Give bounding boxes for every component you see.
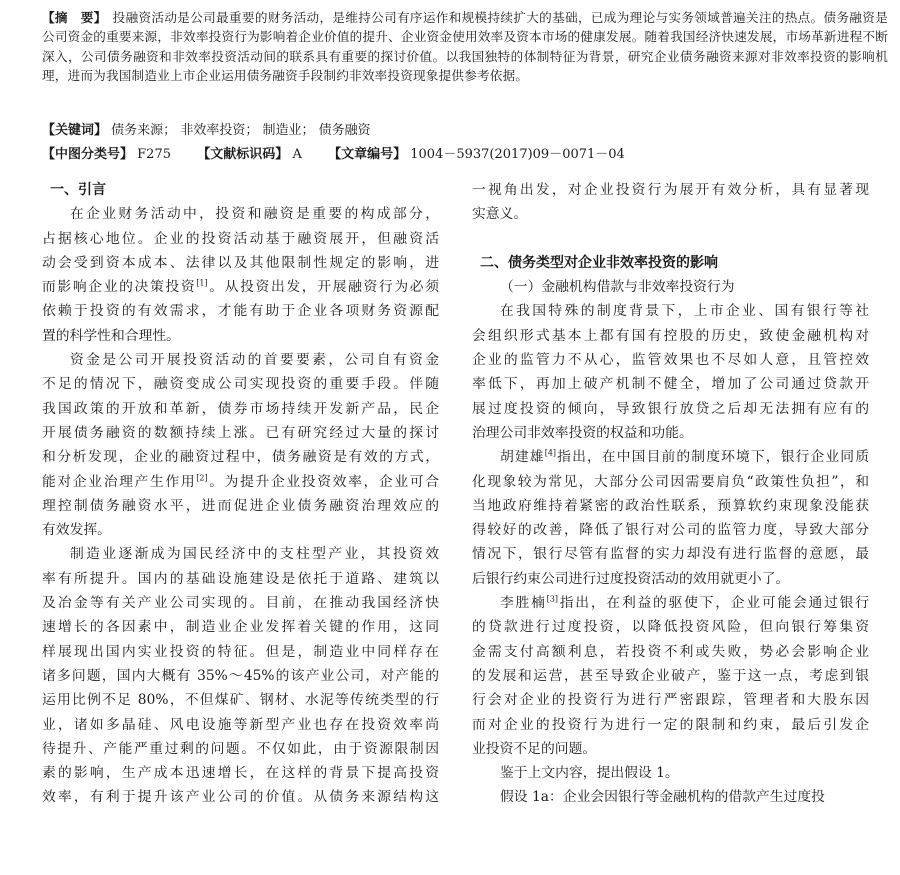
text-line: 有效发挥。 xyxy=(42,522,111,539)
text-line: 在企业财务活动中，投资和融资是重要的构成部分， xyxy=(70,206,439,223)
text-line: 会组织形式基本上都有国有控股的历史，致使金融机构对 xyxy=(472,327,869,344)
keyword-item: 债务融资 xyxy=(318,123,371,138)
citation-ref: [4] xyxy=(544,448,557,458)
text-line: 的贷款进行过度投资，以降低投资风险，但向银行筹集资 xyxy=(472,619,869,636)
text-line xyxy=(42,275,439,299)
left-column xyxy=(42,178,439,810)
text-line: 占据核心地位。企业的投资活动基于融资展开，但融资活 xyxy=(42,230,439,247)
clc-value: F275 xyxy=(137,147,171,162)
text-span: 。为提升企业投资效率，企业可合 xyxy=(207,473,440,490)
abstract-label: 【摘 要】 xyxy=(42,10,107,25)
text-span: 能对企业治理产生作用 xyxy=(42,473,197,490)
clc-label: 【中图分类号】 xyxy=(42,147,134,162)
text-line: 诸多问题，国内大概有 35%～45%的该产业公司，对产能的 xyxy=(42,667,439,684)
text-line: 运用比例不足 80%，不但煤矿、钢材、水泥等传统类型的行 xyxy=(42,692,439,709)
author-name: 胡建雄 xyxy=(500,449,545,466)
author-name: 李胜楠 xyxy=(500,595,547,612)
keywords-label: 【关键词】 xyxy=(42,123,108,138)
text-line: 得较好的改善，降低了银行对公司的监管力度，导致大部分 xyxy=(472,522,869,539)
text-line: 和分析发现，企业的融资过程中，债务融资是有效的方式， xyxy=(42,449,439,466)
text-line: 资金是公司开展投资活动的首要要素，公司自有资金 xyxy=(70,352,439,369)
text-line: 制造业逐渐成为国民经济中的支柱型产业，其投资效 xyxy=(70,546,439,563)
text-line: 开展债务融资的数额持续上涨。已有研究经过大量的探讨 xyxy=(42,424,439,441)
citation-ref: [1] xyxy=(196,278,208,288)
text-line: 行会对企业的投资行为进行严密跟踪，管理者和大股东因 xyxy=(472,692,869,709)
text-line: 化现象较为常见，大部分公司因需要肩负“政策性负担”，和 xyxy=(472,473,869,490)
text-line: 待提升、产能严重过剩的问题。不仅如此，由于资源限制因 xyxy=(42,740,439,757)
citation-ref: [2] xyxy=(196,472,208,482)
text-line: 金需支付高额利息，若投资不利或失败，势必会影响企业 xyxy=(472,643,869,660)
text-span: 指出，在利益的驱使下，企业可能会通过银行 xyxy=(558,595,870,612)
text-line: 效率，有利于提升该产业公司的价值。从债务来源结构这 xyxy=(42,789,439,806)
text-line: 置的科学性和合理性。 xyxy=(42,327,180,344)
text-line: 理控制债务融资水平，进而促进企业债务融资治理效应的 xyxy=(42,497,439,514)
text-line xyxy=(472,591,869,615)
right-column xyxy=(472,178,869,810)
section-heading-introduction: 一、引言 xyxy=(50,182,106,198)
text-line: 速增长的各因素中，制造业企业发挥着关键的作用，这同 xyxy=(42,619,439,636)
doc-code-value: A xyxy=(292,147,302,162)
keyword-item: 制造业； xyxy=(262,123,315,138)
text-line: 率低下，再加上破产机制不健全，增加了公司通过贷款开 xyxy=(472,376,869,393)
text-line: 业，诸如多晶硅、风电设施等新型产业也存在投资效率尚 xyxy=(42,716,439,733)
article-number-label: 【文章编号】 xyxy=(328,147,407,162)
text-line: 不足的情况下，融资变成公司实现投资的重要手段。伴随 xyxy=(42,376,439,393)
text-line: 展过度投资的倾向，导致银行放贷之后却无法拥有应有的 xyxy=(472,400,869,417)
section-heading-debt-types: 二、债务类型对企业非效率投资的影响 xyxy=(480,254,718,271)
keywords-line xyxy=(42,122,371,140)
text-span: 。从投资出发，开展融资行为必须 xyxy=(207,279,440,296)
text-line: 一视角出发，对企业投资行为展开有效分析，具有显著现 xyxy=(472,182,869,198)
text-line xyxy=(472,445,869,469)
text-line: 企业的监管力不从心，监管效果也不尽如人意，且管控效 xyxy=(472,352,869,369)
text-line: 依赖于投资的有效需求，才能有助于企业各项财务资源配 xyxy=(42,303,439,320)
text-line: 当地政府维持着紧密的政治性联系，预算软约束现象没能获 xyxy=(472,497,869,514)
doc-code-label: 【文献标识码】 xyxy=(197,147,289,162)
article-number-value: 1004－5937(2017)09－0071－04 xyxy=(410,147,625,162)
text-line: 率有所提升。国内的基础设施建设是依托于道路、建筑以 xyxy=(42,570,439,587)
text-line: 情况下，银行尽管有监督的实力却没有进行监督的意愿，最 xyxy=(472,546,869,563)
text-span: 而影响企业的决策投资 xyxy=(42,279,197,296)
classification-line xyxy=(42,146,625,164)
text-line xyxy=(42,470,439,494)
keyword-item: 非效率投资； xyxy=(180,123,259,138)
abstract-block xyxy=(42,8,888,86)
citation-ref: [3] xyxy=(546,594,558,604)
text-line: 的发展和运营，甚至导致企业破产，鉴于这一点，考虑到银 xyxy=(472,667,869,684)
text-line: 业投资不足的问题。 xyxy=(472,740,597,757)
keyword-item: 债务来源； xyxy=(111,123,177,138)
text-line: 治理公司非效率投资的权益和功能。 xyxy=(472,424,693,441)
text-line: 后银行约束公司进行过度投资活动的效用就更小了。 xyxy=(472,570,790,587)
text-span: 指出，在中国目前的制度环境下，银行企业同质 xyxy=(556,449,870,466)
text-line: 我国政策的开放和革新，债券市场持续开发新产品，民企 xyxy=(42,400,439,417)
text-line: 实意义。 xyxy=(472,206,528,223)
text-line: 样展现出国内实业投资的特征。但是，制造业中同样存在 xyxy=(42,643,439,660)
text-line: 及冶金等有关产业公司实现的。目前，在推动我国经济快 xyxy=(42,595,439,612)
text-line: 在我国特殊的制度背景下，上市企业、国有银行等社 xyxy=(500,303,869,320)
text-line: 素的影响，生产成本迅速增长，在这样的背景下提高投资 xyxy=(42,765,439,782)
abstract-text: 投融资活动是公司最重要的财务活动，是维持公司有序运作和规模持续扩大的基础，已成为理论与实务领域普遍关注的热点。债务融资是公司资金的重要来源，非效率投资行为影响着企业价值的提升、企业资金使用效率及资本市场的健康发展。随着我国经济快速发展，市场革新进程不断深入，公司债务融资和非效率投资活动间的联系具有重要的探讨价值。以我国独特的体制特征为背景，研究企业债务融资来源对非效率投资的影响机理，进而为我国制造业上市企业运用债务融资手段制约非效率投资现象提供参考依据。 xyxy=(42,10,889,84)
text-line: 假设 1a：企业会因银行等金融机构的借款产生过度投 xyxy=(500,789,825,806)
text-line: 而对企业的投资行为进行一定的限制和约束，最后引发企 xyxy=(472,716,869,733)
text-line: 鉴于上文内容，提出假设 1。 xyxy=(500,765,679,782)
text-line: 动会受到资本成本、法律以及其他限制性规定的影响，进 xyxy=(42,254,439,271)
subsection-heading: （一）金融机构借款与非效率投资行为 xyxy=(500,279,735,296)
